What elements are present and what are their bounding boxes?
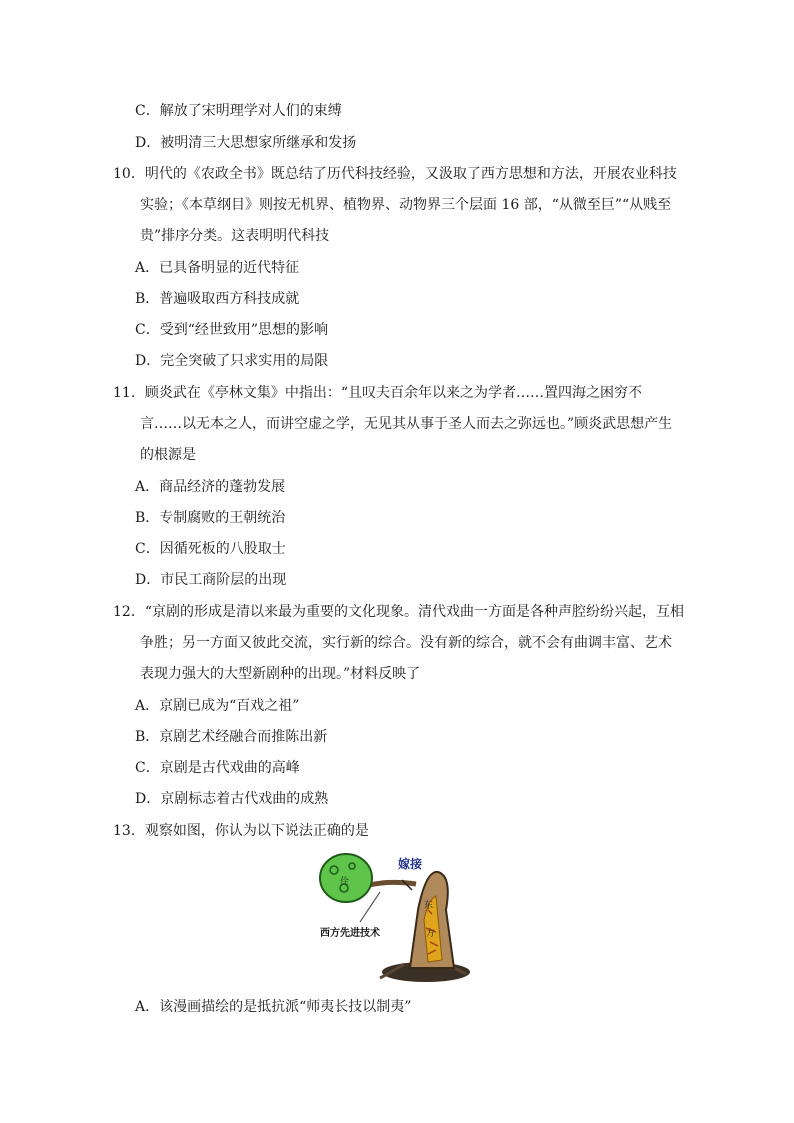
q10-option-c[interactable]: [135, 320, 328, 340]
option-label: A．: [135, 479, 160, 495]
q12-option-b[interactable]: [135, 727, 327, 747]
option-text: 解放了宋明理学对人们的束缚: [159, 103, 342, 119]
option-label: B．: [135, 510, 160, 526]
option-text: 京剧标志着古代戏曲的成熟: [160, 791, 329, 807]
option-label: A．: [135, 999, 160, 1015]
q10-option-b[interactable]: [135, 289, 299, 309]
q13-option-a[interactable]: [135, 997, 411, 1017]
q13-stem-line-1: [113, 821, 369, 841]
q10-stem-line-3: 贵”排序分类。这表明明代科技: [140, 228, 330, 244]
option-text: 完全突破了只求实用的局限: [160, 353, 329, 369]
q9-option-c[interactable]: [135, 101, 342, 121]
option-text: 专制腐败的王朝统治: [159, 510, 286, 526]
option-text: 已具备明显的近代特征: [159, 260, 300, 276]
option-label: D．: [135, 572, 161, 588]
option-text: 被明清三大思想家所继承和发扬: [160, 135, 357, 151]
q10-stem-line-2: 实验；《本草纲目》则按无机界、植物界、动物界三个层面 16 部，“从微至巨”“从贱至: [140, 197, 672, 213]
option-label: B．: [135, 291, 160, 307]
cartoon-svg: [318, 850, 470, 984]
trunk-char-2: 方: [426, 929, 436, 939]
question-number: 12．: [113, 604, 145, 620]
trunk-char-1: 东: [424, 901, 434, 911]
fruit-char: 佺: [340, 877, 350, 887]
option-text: 京剧艺术经融合而推陈出新: [159, 729, 328, 745]
q11-option-b[interactable]: [135, 508, 285, 528]
option-text: 受到“经世致用”思想的影响: [159, 322, 329, 338]
q10-option-d[interactable]: [135, 351, 328, 371]
option-label: C．: [135, 322, 160, 338]
option-text: 市民工商阶层的出现: [160, 572, 287, 588]
graft-label: 嫁接: [398, 857, 423, 871]
q11-option-d[interactable]: [135, 570, 286, 590]
q10-option-a[interactable]: [135, 258, 299, 278]
q10-stem-line-1: [113, 164, 677, 184]
grafting-cartoon: [318, 850, 470, 984]
question-number: 10．: [113, 166, 145, 182]
stem-text: 明代的《农政全书》既总结了历代科技经验，又汲取了西方思想和方法，开展农业科技: [144, 166, 677, 182]
option-label: B．: [135, 729, 160, 745]
option-text: 京剧已成为“百戏之祖”: [159, 698, 300, 714]
option-label: D．: [135, 791, 161, 807]
option-text: 该漫画描绘的是抵抗派“师夷长技以制夷”: [159, 999, 412, 1015]
q11-option-c[interactable]: [135, 539, 286, 559]
question-number: 13．: [113, 823, 145, 839]
stem-text: 顾炎武在《亭林文集》中指出：“且叹夫百余年以来之为学者……置四海之困穷不: [144, 385, 642, 401]
q11-stem-line-2: 言……以无本之人，而讲空虚之学，无见其从事于圣人而去之弥远也。”顾炎武思想产生: [140, 416, 673, 432]
q12-stem-line-3: 表现力强大的大型新剧种的出现。”材料反映了: [140, 666, 421, 682]
option-text: 商品经济的蓬勃发展: [159, 479, 286, 495]
option-text: 京剧是古代戏曲的高峰: [159, 760, 300, 776]
west-tech-label: 西方先进技术: [320, 928, 380, 939]
q11-option-a[interactable]: [135, 477, 285, 497]
q12-stem-line-2: 争胜；另一方面又彼此交流，实行新的综合。没有新的综合，就不会有曲调丰富、艺术: [140, 635, 672, 651]
option-label: A．: [135, 260, 160, 276]
option-label: C．: [135, 541, 160, 557]
option-text: 因循死板的八股取士: [159, 541, 286, 557]
stem-text: “京剧的形成是清以来最为重要的文化现象。清代戏曲一方面是各种声腔纷纷兴起，互相: [144, 604, 684, 620]
q11-stem-line-3: 的根源是: [140, 447, 196, 463]
q12-stem-line-1: [113, 602, 684, 622]
q11-stem-line-1: [113, 383, 642, 403]
option-label: C．: [135, 760, 160, 776]
q12-option-c[interactable]: [135, 758, 300, 778]
option-label: A．: [135, 698, 160, 714]
question-number: 11．: [113, 385, 145, 401]
stem-text: 观察如图，你认为以下说法正确的是: [144, 823, 369, 839]
q9-option-d[interactable]: [135, 133, 356, 153]
option-label: D．: [135, 135, 161, 151]
option-label: C．: [135, 103, 160, 119]
q12-option-d[interactable]: [135, 789, 328, 809]
q12-option-a[interactable]: [135, 696, 299, 716]
option-text: 普遍吸取西方科技成就: [159, 291, 300, 307]
option-label: D．: [135, 353, 161, 369]
